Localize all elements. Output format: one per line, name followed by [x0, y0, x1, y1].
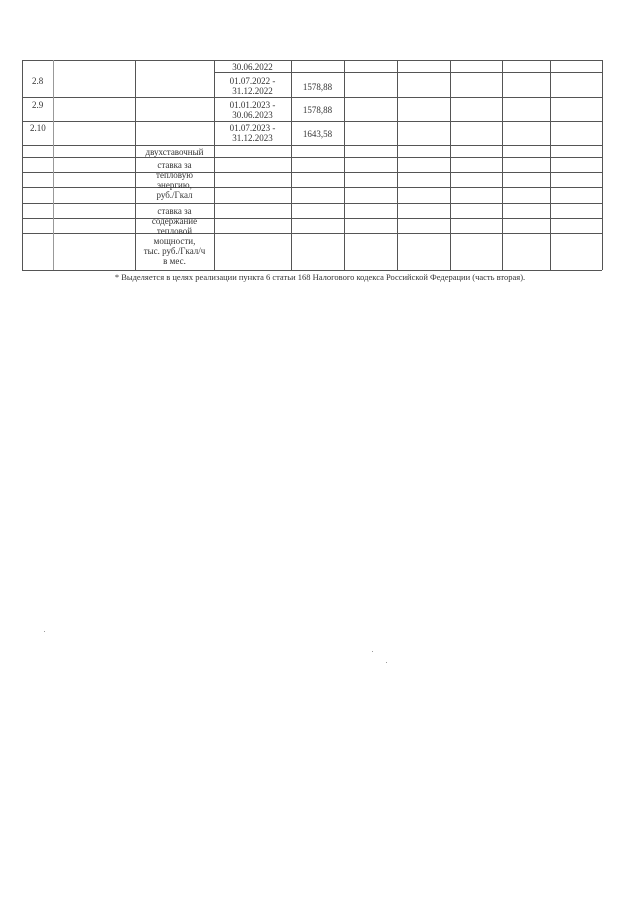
table-row-divider [22, 157, 602, 158]
table-col-divider [53, 60, 54, 270]
two-part-label: двухставочный [145, 147, 204, 157]
table-col-divider [450, 60, 451, 270]
table-col-divider [397, 60, 398, 270]
tariff-value: 1578,88 [302, 82, 333, 92]
table-row-divider [22, 233, 602, 234]
row-number: 2.9 [32, 100, 44, 110]
period-line: 01.07.2023 - [229, 123, 276, 133]
period-cell [214, 100, 291, 120]
scan-speck [44, 631, 45, 632]
capacity-rate-label: ставка за содержание тепловой мощности, тыс. руб./Гкал/ч в мес. [143, 206, 206, 266]
period-line: 30.06.2023 [232, 110, 273, 120]
energy-rate-label: ставка за тепловую энергию, руб./Гкал [156, 160, 193, 200]
scan-speck [372, 651, 373, 652]
table-row-divider [22, 187, 602, 188]
table-col-divider [502, 60, 503, 270]
table-col-divider [344, 60, 345, 270]
table-border-right [602, 60, 603, 270]
table-border-left [22, 60, 23, 270]
tariff-value: 1578,88 [302, 105, 333, 115]
row-number: 2.8 [32, 76, 44, 86]
table-row-divider [22, 203, 602, 204]
table-border-bottom [22, 270, 602, 271]
table-row-divider [22, 172, 602, 173]
footnote: * Выделяется в целях реализации пункта 6 статьи 168 Налогового кодекса Российской Федерации (часть вторая). [114, 272, 526, 282]
table-row-divider [22, 145, 602, 146]
row-number: 2.10 [30, 123, 46, 133]
period-line: 31.12.2023 [232, 133, 273, 143]
period-cell [214, 123, 291, 143]
table-row-divider [214, 72, 602, 73]
table-row-divider [22, 218, 602, 219]
period-cell [214, 62, 291, 72]
scan-speck [386, 662, 387, 663]
tariff-value: 1643,58 [302, 129, 333, 139]
table-border-top [22, 60, 602, 61]
period-line: 30.06.2022 [232, 62, 273, 72]
table-col-divider [550, 60, 551, 270]
table-row-divider [22, 121, 602, 122]
period-line: 01.01.2023 - [229, 100, 276, 110]
period-line: 31.12.2022 [232, 86, 273, 96]
period-cell [214, 76, 291, 96]
table-row-divider [22, 97, 602, 98]
period-line: 01.07.2022 - [229, 76, 276, 86]
